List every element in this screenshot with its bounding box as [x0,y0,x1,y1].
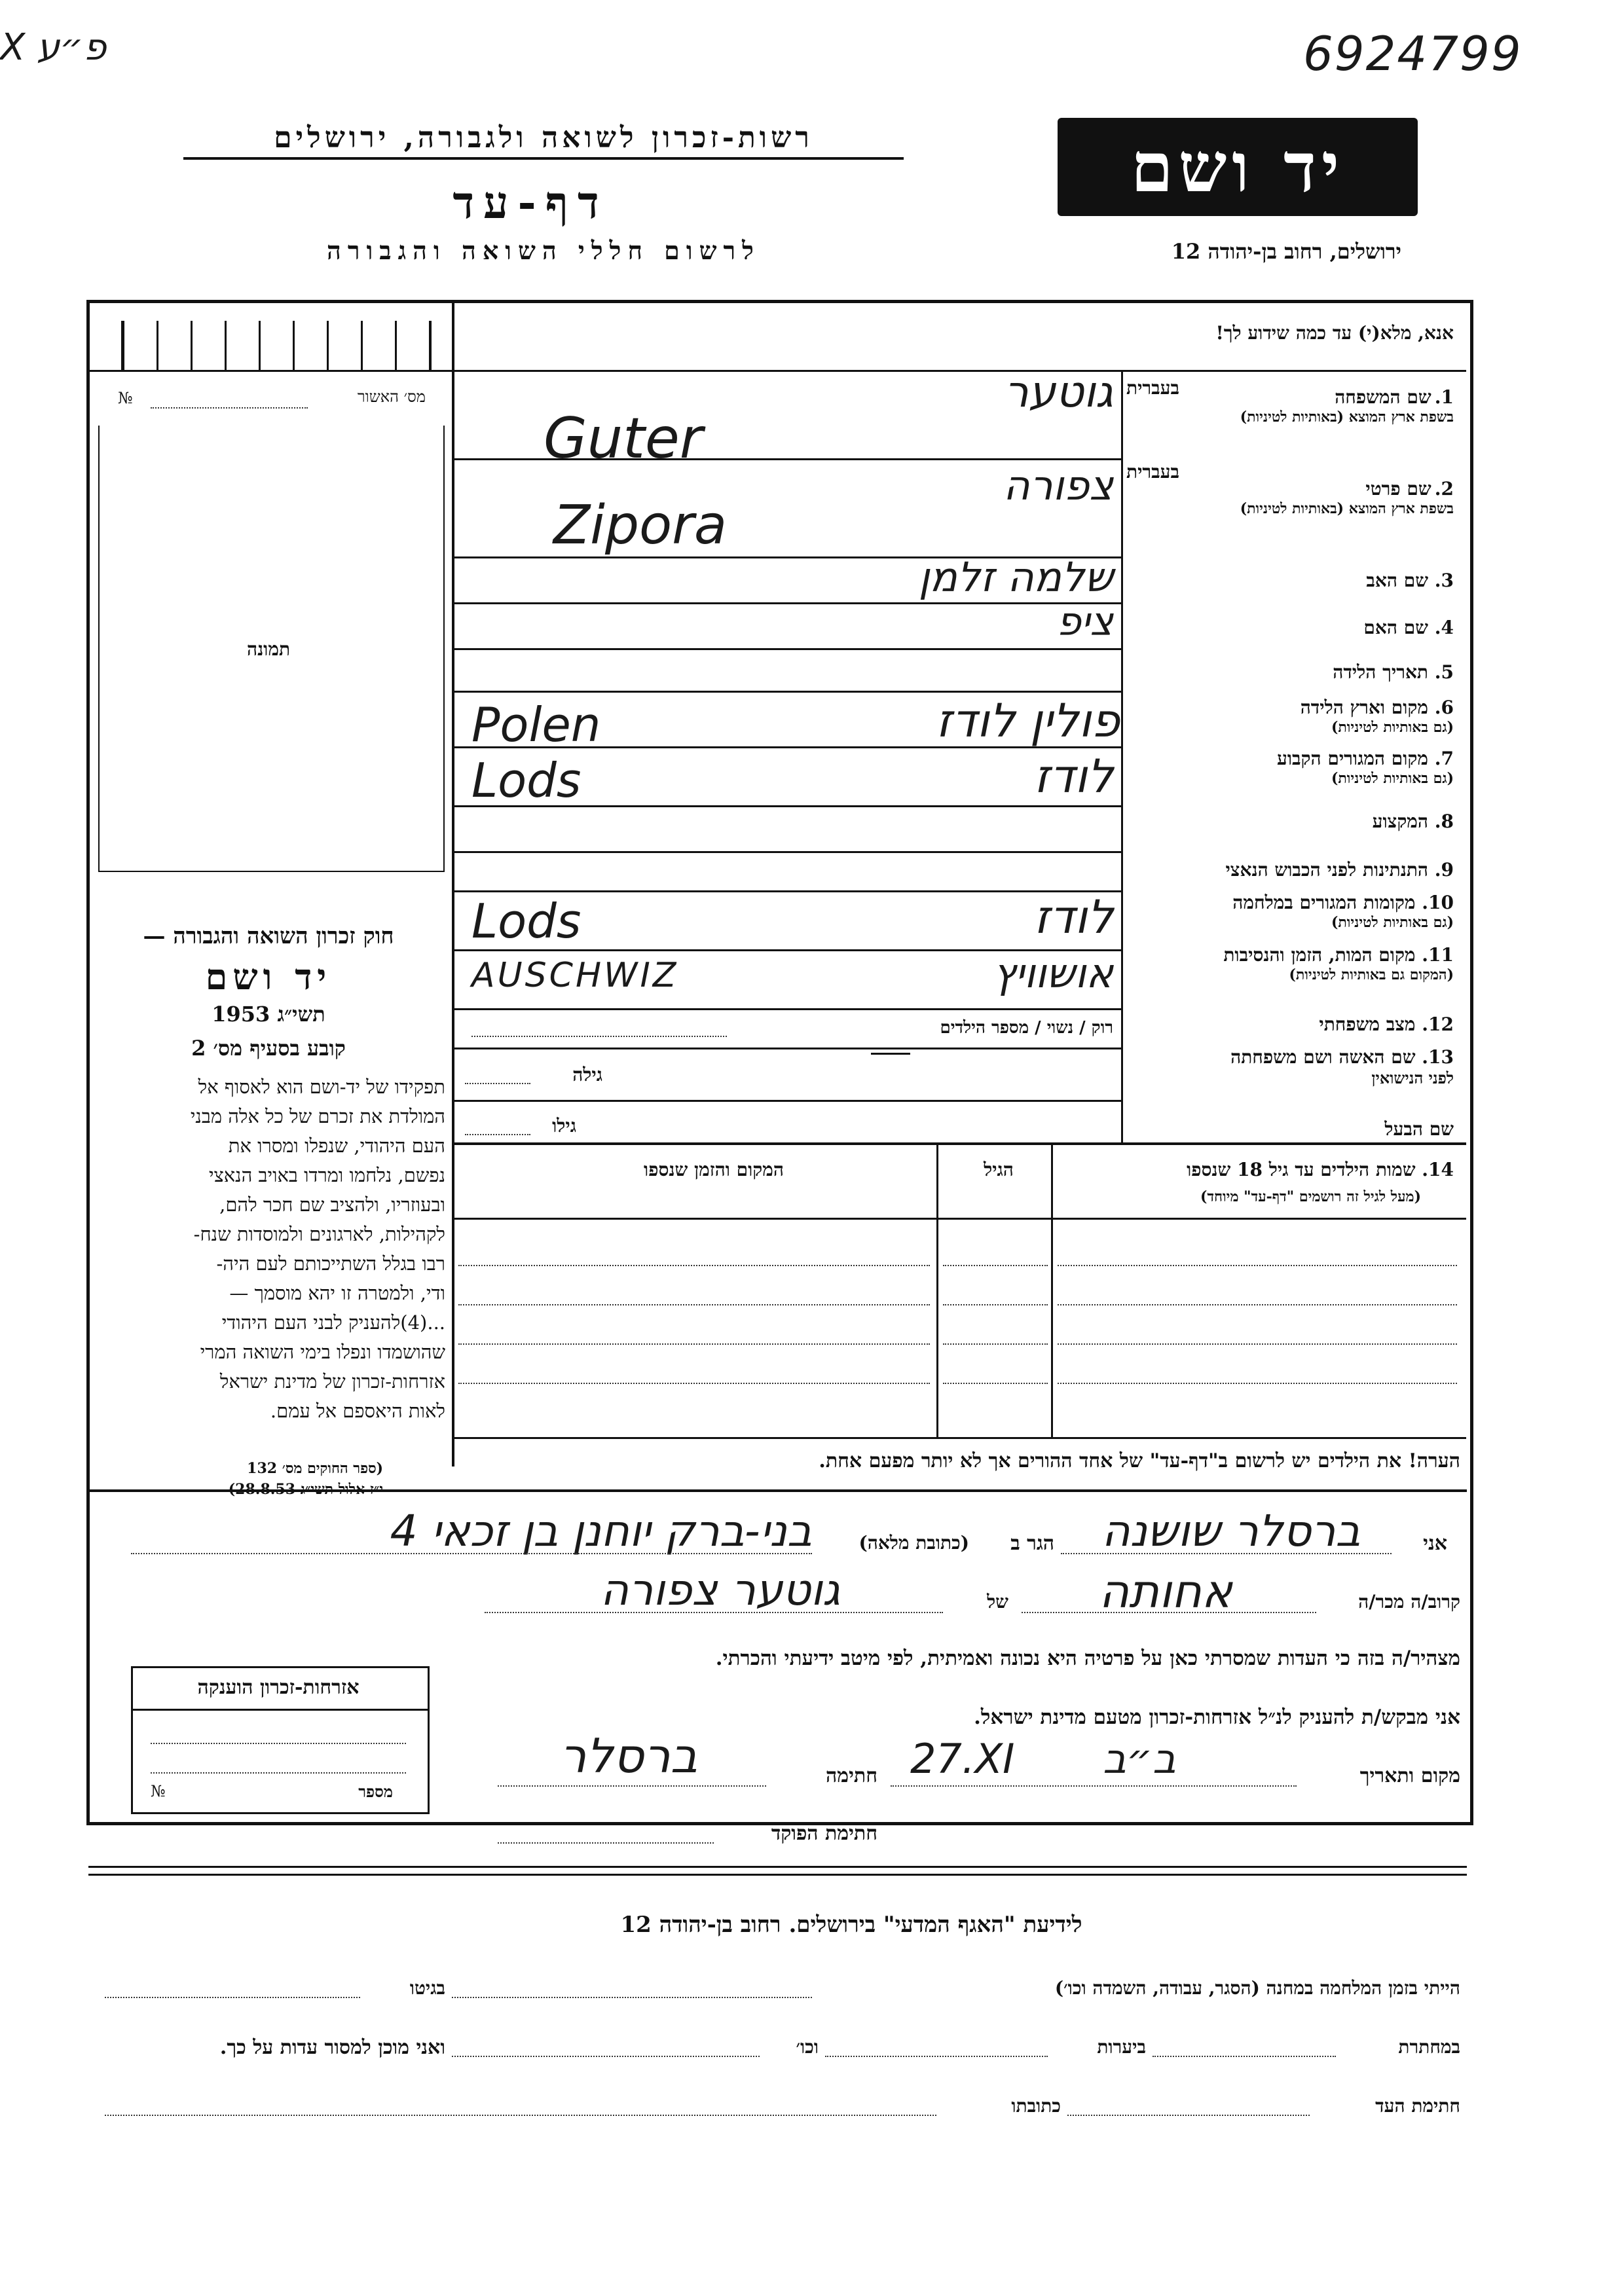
law-line: ובעוזריו, ולהציב שם חכר להם, [219,1194,445,1216]
children-age-col: הגיל [984,1159,1014,1180]
law-clause: קובע בסעיף מס׳ 2 [191,1036,346,1061]
death-place-hebrew-value: אושוויץ [993,949,1113,997]
children-note: הערה! את הילדים יש לרשום ב"דף-עד" של אחד ההורים אך לא יותר מפעם אחת. [819,1449,1460,1472]
field-num: 7. [1434,748,1454,769]
footer-address-label: כתובתו [1011,2095,1061,2117]
law-name: יד ושם [205,956,332,998]
signature-value: ברסלר [559,1728,698,1783]
footer-witness-signature: חתימת העד [1375,2095,1460,2117]
wife-age-label: גילה [572,1064,602,1085]
field-num: 10. [1422,892,1454,913]
citizenship-request: אני מבקש/ת להעניק לנ״ל אזרחות-זכרון מטעם מדינת ישראל. [974,1705,1460,1729]
firstname-hebrew-value: צפורה [1003,462,1113,509]
stamp-number: 6924799 [1303,26,1522,81]
yad-vashem-logo [1058,118,1418,216]
address-value: בני-ברק יוחנן בן זכאי 4 [390,1506,812,1556]
field-num: 6. [1434,697,1454,718]
gazette-line-1: (ספר החוקים מס׳ 132 [247,1460,383,1477]
field-num: 4. [1434,617,1454,638]
field-label-war-residence: מקומות המגורים במלחמה [1232,892,1416,913]
field-label-wife: שם האשה ושם משפחתה [1230,1046,1416,1068]
law-line: תפקידו של יד-ושם הוא לאסוף אל [198,1076,445,1098]
law-line: שהושמדו ונפלו בימי השואה המרי [200,1341,445,1363]
field-num: 12. [1422,1013,1454,1035]
field-label-profession: המקצוע [1372,811,1429,832]
field-label-marital: מצב משפחתי [1319,1013,1416,1035]
footer-line2-testimony: ואני מוכן למסור עדות על כך. [219,2036,445,2059]
footer-line2-etc: וכו׳ [796,2036,819,2058]
field-sublabel: (גם באותיות לטיניות) [1331,719,1454,736]
corner-note: פ״ע Ⅹ [0,26,107,69]
form-title: דף-עד [452,177,608,229]
field-label-mother: שם האם [1363,617,1429,638]
field-num: 3. [1434,570,1454,591]
children-sub: (מעל לגיל זה רושמים "דף-עד" מיוחד) [1200,1188,1421,1205]
field-num: 2. [1434,478,1454,500]
date-value: 27.XI [910,1735,1015,1783]
of-label: של [987,1591,1008,1613]
law-line: לאות היאספם אל עמם. [270,1400,445,1422]
footer-line1-camp: הייתי בזמן המלחמה במחנה (הסגר, עבודה, השמדה וכו׳) [1054,1977,1460,1999]
field-num: 9. [1434,859,1454,881]
children-place-col: המקום והזמן שנספו [644,1159,784,1180]
address-label: (כתובת מלאה) [858,1532,969,1554]
citizenship-box-title: אזרחות-זכרון הוענקה [197,1676,360,1699]
field-label-birthplace: מקום וארץ הלידה [1300,697,1429,718]
footer-title: לידיעת "האגף המדעי" בירושלים. רחוב בן-יהודה 12 [620,1912,1082,1938]
logo-text: יד ושם [1130,126,1345,208]
form-subtitle: לרשום חללי השואה והגבורה [327,236,760,265]
law-line: אזרחות-זכרון של מדינת ישראל [219,1370,445,1393]
relative-label: קרוב/ה מכר/ה [1358,1591,1460,1613]
field-label-citizenship: התנתינות לפני הכבוש הנאצי [1225,859,1429,881]
field-label-first-name: שם פרטי [1365,478,1431,500]
citizenship-number-label: מספר [358,1782,393,1801]
approval-label: מס׳ האשור [357,388,426,406]
approval-digit-boxes [121,321,432,370]
field-sublabel: (המקום גם באותיות לטיניות) [1289,966,1454,983]
footer-line2-underground: במחתרת [1398,2036,1460,2058]
field-sublabel: לפני הנישואין [1371,1068,1454,1087]
field-label-birthdate: תאריך הלידה [1333,661,1429,683]
footer-line1-ghetto: בגיטו [409,1977,445,1999]
hebrew-sublabel: בעברית [1126,461,1180,483]
law-title: חוק זכרון השואה והגבורה — [143,923,394,949]
surname-latin-value: Guter [544,406,703,471]
surname-hebrew-value: גוטער [1004,367,1113,417]
law-line: נפשם, נלחמו ומרדו באויב הנאצי [208,1164,445,1186]
field-label-surname: שם המשפחה [1335,386,1431,408]
marital-mark [871,1053,910,1055]
lives-label: הגר ב [1010,1532,1054,1555]
law-line: ודי, ולמטרה זו יהא מוסמך — [229,1282,445,1304]
declaration-statement: מצהיר/ה בזה כי העדות שמסרתי כאן על פרטיה היא נכונה ואמיתית, לפי מיטב ידיעתי והכרתי. [715,1647,1460,1670]
law-line: ...(4)להעניק לבני העם היהודי [221,1311,445,1334]
field-label-father: שם האב [1366,570,1429,591]
relation-value: אחותה [1099,1565,1232,1618]
father-name-value: שלמה זלמן [918,553,1113,601]
war-residence-latin-value: Lods [471,894,581,949]
residence-hebrew-value: לודז [1033,750,1113,803]
official-signature-label: חתימת הפוקד [771,1822,877,1845]
address: ירושלים, רחוב בן-יהודה 12 [1171,239,1401,264]
field-label-husband: שם הבעל [1384,1118,1454,1140]
children-title [1054,1159,1454,1181]
field-sublabel: (גם באותיות לטיניות) [1331,770,1454,787]
law-line: העם היהודי, שנפלו ומסרו את [228,1135,445,1157]
marital-options: רוק / נשוי / מספר הילדים [940,1018,1113,1038]
mother-name-value: ציפ [1056,599,1113,645]
war-residence-hebrew-value: לודז [1033,890,1113,944]
deceased-name-value: גוטער צפורה [600,1565,841,1615]
hebrew-sublabel: בעברית [1126,377,1180,399]
field-label-residence: מקום המגורים הקבוע [1277,748,1429,769]
field-num: 8. [1434,811,1454,832]
law-year: תשי״ג 1953 [212,1002,325,1027]
citizenship-number-sign: № [151,1782,166,1800]
authority-name: רשות-זכרון לשואה ולגבורה, ירושלים [183,121,904,160]
residence-latin-value: Lods [471,753,581,808]
declarant-i-label: אני [1423,1532,1447,1555]
field-sublabel: בשפת ארץ המוצא (באותיות לטיניות) [1240,500,1454,517]
field-sublabel: בשפת ארץ המוצא (באותיות לטיניות) [1240,409,1454,426]
children-title-text: שמות הילדים עד גיל 18 שנספו [1187,1159,1416,1180]
instruction: אנא, מלא(י) עד כמה שידוע לך! [1215,322,1454,344]
place-value: ב״ב [1103,1735,1176,1783]
approval-number-sign: № [118,389,133,407]
field-num: 11. [1422,944,1454,966]
field-num: 1. [1434,386,1454,408]
place-date-label: מקום ותאריך [1359,1764,1460,1787]
husband-age-label: גילו [552,1115,576,1137]
photo-label: תמונה [246,638,291,660]
signature-label: חתימה [826,1764,877,1787]
footer-line2-forests: ביערות [1097,2036,1146,2058]
field-num: 5. [1434,661,1454,683]
birthplace-hebrew-value: פולין לודז [936,694,1120,748]
law-line: לקהילות, לארגונים ולמוסדות שנח- [193,1223,445,1245]
field-num: 14. [1422,1159,1454,1180]
death-place-latin-value: AUSCHWIZ [471,956,679,995]
field-sublabel: (גם באותיות לטיניות) [1331,914,1454,931]
law-text [95,1072,445,1426]
field-label-death: מקום המות, הזמן והנסיבות [1223,944,1416,966]
law-line: רבו בגלל השתייכותם לעם היה- [216,1252,445,1275]
law-line: המולדת את זכרם של כל אלה מבני [190,1105,445,1127]
birthplace-latin-value: Polen [471,697,601,752]
firstname-latin-value: Zipora [553,494,728,556]
declarant-name-value: ברסלר שושנה [1101,1506,1361,1556]
field-num: 13. [1422,1046,1454,1068]
